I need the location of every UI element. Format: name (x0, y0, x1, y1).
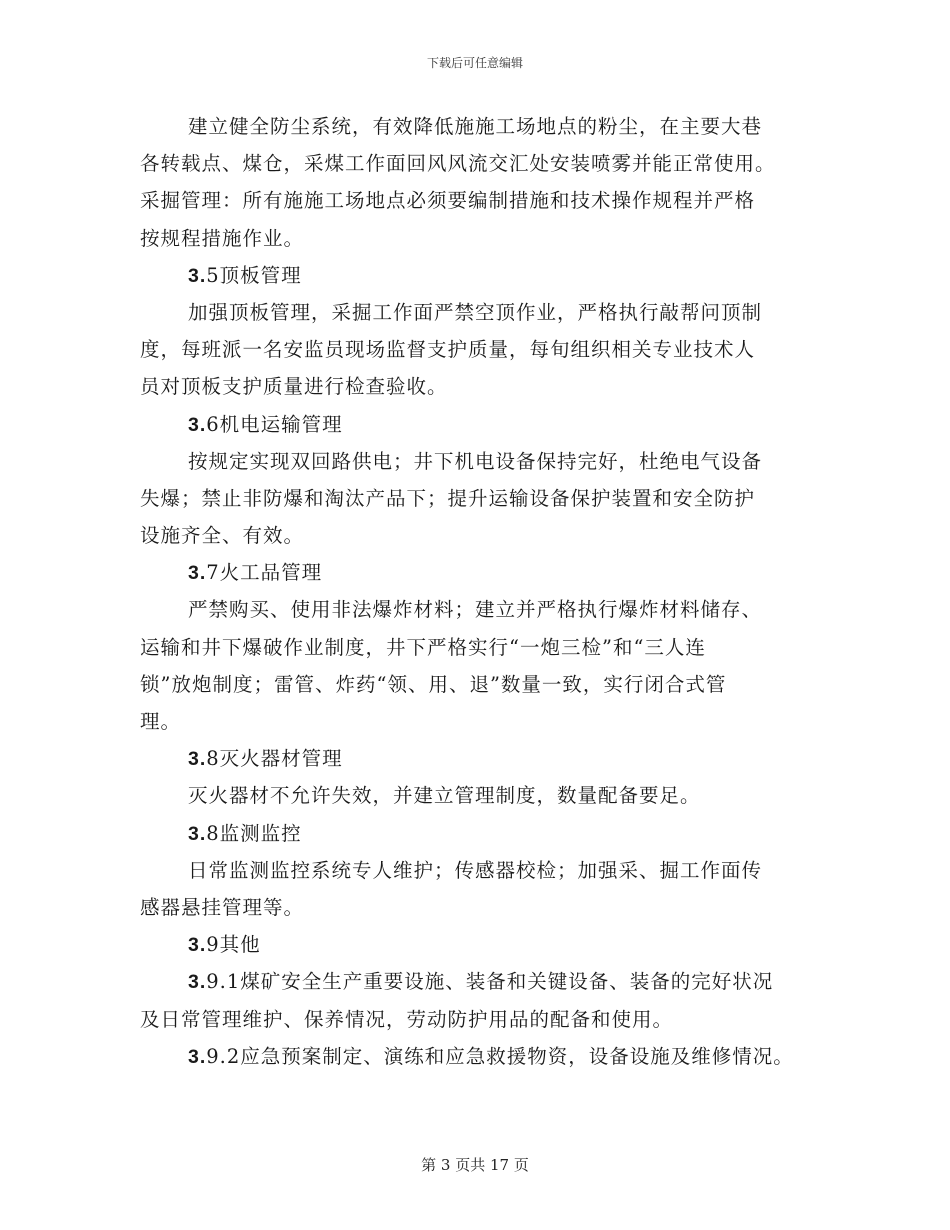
section-title: 8灭火器材管理 (206, 747, 343, 771)
paragraph-line: 严禁购买、使用非法爆炸材料；建立并严格执行爆炸材料储存、 (188, 598, 763, 622)
section-number: 3. (188, 413, 207, 436)
paragraph-line: 锁”放炮制度；雷管、炸药“领、用、退”数量一致，实行闭合式管 (140, 672, 727, 696)
section-heading-3-8-extinguisher (140, 740, 830, 777)
paragraph-text: 9.1煤矿安全生产重要设施、装备和关键设备、装备的完好状况 (206, 970, 774, 994)
section-title: 9其他 (206, 933, 261, 957)
section-number: 3. (188, 822, 207, 845)
section-heading-3-5 (140, 257, 830, 294)
section-heading-3-9 (140, 926, 830, 963)
section-number: 3. (188, 562, 207, 585)
section-title: 7火工品管理 (206, 561, 323, 585)
subsection-3-9-2 (140, 1038, 830, 1075)
paragraph-line: 加强顶板管理，采掘工作面严禁空顶作业，严格执行敲帮问顶制 (188, 300, 763, 324)
paragraph-line: 各转载点、煤仓，采煤工作面回风风流交汇处安装喷雾并能正常使用。 (140, 152, 776, 176)
section-number: 3. (188, 748, 207, 771)
section-title: 6机电运输管理 (206, 412, 343, 436)
section-number: 3. (188, 264, 207, 287)
section-number: 3. (188, 934, 207, 957)
section-heading-3-6 (140, 406, 830, 443)
paragraph-line: 按规定实现双回路供电；井下机电设备保持完好，杜绝电气设备 (188, 449, 763, 473)
section-number: 3. (188, 1045, 207, 1068)
paragraph-line: 运输和井下爆破作业制度，井下严格实行“一炮三检”和“三人连 (140, 635, 706, 659)
paragraph-line: 失爆；禁止非防爆和淘汰产品下；提升运输设备保护装置和安全防护 (140, 486, 756, 510)
paragraph-line: 度，每班派一名安监员现场监督支护质量，每旬组织相关专业技术人 (140, 338, 756, 362)
paragraph-line: 采掘管理：所有施施工场地点必须要编制措施和技术操作规程并严格 (140, 189, 756, 213)
section-heading-3-8-monitoring (140, 815, 830, 852)
paragraph-line: 感器悬挂管理等。 (140, 895, 305, 919)
page-header: 下载后可任意编辑 (426, 56, 523, 70)
subsection-3-9-1 (140, 963, 830, 1000)
paragraph-line: 日常监测监控系统专人维护；传感器校检；加强采、掘工作面传 (188, 858, 763, 882)
section-title: 5顶板管理 (206, 263, 302, 287)
paragraph-line: 员对顶板支护质量进行检查验收。 (140, 375, 448, 399)
paragraph-line: 按规程措施作业。 (140, 226, 305, 250)
paragraph-line: 灭火器材不允许失效，并建立管理制度，数量配备要足。 (188, 784, 701, 808)
paragraph-line: 设施齐全、有效。 (140, 524, 305, 548)
paragraph-line: 理。 (140, 710, 182, 733)
paragraph-line: 建立健全防尘系统，有效降低施施工场地点的粉尘，在主要大巷 (188, 115, 763, 138)
section-number: 3. (188, 971, 207, 994)
section-title: 8监测监控 (206, 821, 302, 845)
paragraph-line: 及日常管理维护、保养情况，劳动防护用品的配备和使用。 (140, 1007, 674, 1031)
paragraph-text: 9.2应急预案制定、演练和应急救援物资，设备设施及维修情况。 (206, 1044, 794, 1068)
section-heading-3-7 (140, 554, 830, 591)
document-body (140, 108, 830, 1075)
page-footer: 第 3 页共 17 页 (421, 1156, 529, 1174)
